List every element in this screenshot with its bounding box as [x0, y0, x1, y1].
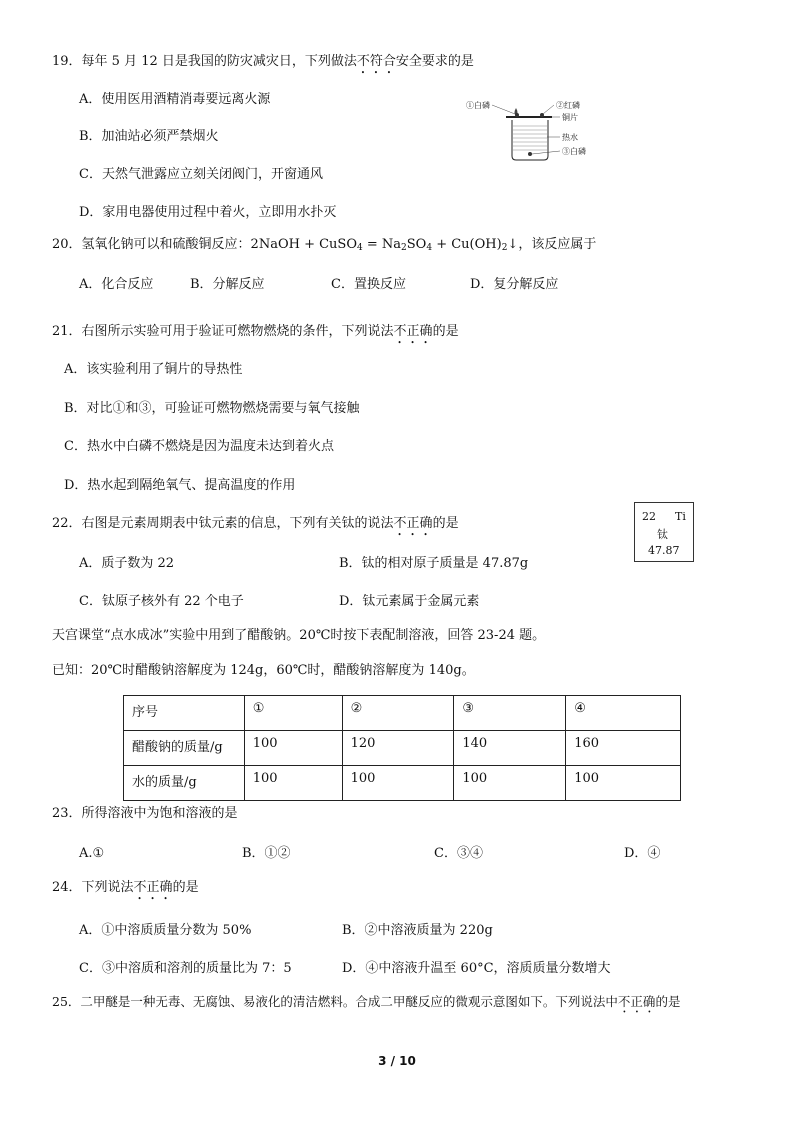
q20-formula-part: SO — [406, 237, 427, 252]
q23-option-b: B．①② — [242, 846, 291, 861]
table-cell: ① — [244, 696, 342, 731]
q22-option-a: A．质子数为 22 — [79, 556, 175, 571]
q22-stem-text: 22．右图是元素周期表中钛元素的信息，下列有关钛的说法 — [52, 516, 394, 531]
table-cell: 160 — [566, 731, 681, 766]
q20-stem-end: ↓，该反应属于 — [507, 237, 597, 252]
q20-option-b: B．分解反应 — [190, 277, 265, 292]
atomic-number: 22 — [642, 510, 656, 523]
q21-option-d: D．热水起到隔绝氧气、提高温度的作用 — [64, 478, 296, 493]
table-cell: 100 — [454, 766, 566, 801]
page-number: 3 / 10 — [378, 1054, 416, 1068]
q24-option-a: A．①中溶质质量分数为 50% — [79, 923, 252, 938]
q19-stem-text: 19．每年 5 月 12 日是我国的防灾减灾日，下列做法 — [52, 54, 357, 69]
table-cell: 140 — [454, 731, 566, 766]
q20-stem — [52, 236, 596, 254]
table-row — [124, 731, 681, 766]
q21-option-c: C．热水中白磷不燃烧是因为温度未达到着火点 — [64, 439, 334, 454]
q21-option-b: B．对比①和③，可验证可燃物燃烧需要与氧气接触 — [64, 401, 360, 416]
q19-emphasis: 不符合 — [356, 54, 396, 69]
q20-stem-text: 20．氢氧化钠可以和硫酸铜反应：2NaOH + CuSO — [52, 237, 357, 252]
q20-sub: 2 — [401, 243, 407, 253]
label-white-phosphorus-3: ③白磷 — [562, 147, 586, 156]
q20-sub: 4 — [356, 243, 363, 253]
q21-option-a: A．该实验利用了铜片的导热性 — [64, 362, 243, 377]
q20-option-a: A．化合反应 — [79, 277, 154, 292]
q22-stem-end: 的是 — [432, 516, 459, 531]
q25-stem-end: 的是 — [655, 994, 681, 1009]
table-cell: 100 — [244, 766, 342, 801]
table-row — [124, 766, 681, 801]
q19-option-d: D．家用电器使用过程中着火，立即用水扑灭 — [79, 205, 337, 220]
q21-stem-end: 的是 — [432, 324, 459, 339]
atomic-mass: 47.87 — [648, 544, 680, 557]
q23-stem: 23．所得溶液中为饱和溶液的是 — [52, 806, 238, 821]
table-cell: 100 — [342, 766, 454, 801]
q22-stem — [52, 515, 459, 539]
table-cell: 120 — [342, 731, 454, 766]
q25-stem-text: 25．二甲醚是一种无毒、无腐蚀、易液化的清洁燃料。合成二甲醚反应的微观示意图如下。下列说法中 — [52, 994, 618, 1009]
q20-option-d: D．复分解反应 — [470, 277, 559, 292]
table-cell: ② — [342, 696, 454, 731]
label-hot-water: 热水 — [562, 133, 578, 142]
q24-option-c: C．③中溶质和溶剂的质量比为 7：5 — [79, 961, 292, 976]
q23-option-c: C．③④ — [434, 846, 483, 861]
q22-option-c: C．钛原子核外有 22 个电子 — [79, 594, 244, 609]
q25-emphasis: 不正确 — [617, 994, 656, 1009]
q23-option-d: D．④ — [624, 846, 661, 861]
table-row — [124, 696, 681, 731]
q24-stem-end: 的是 — [172, 880, 199, 895]
q24-option-b: B．②中溶液质量为 220g — [342, 923, 493, 938]
q20-option-c: C．置换反应 — [331, 277, 406, 292]
q19-stem-end: 安全要求的是 — [395, 54, 474, 69]
q21-emphasis: 不正确 — [393, 324, 433, 339]
element-info-box — [634, 502, 694, 562]
table-cell: 水的质量/g — [124, 766, 245, 801]
q24-stem-text: 24．下列说法 — [52, 880, 134, 895]
q24-option-d: D．④中溶液升温至 60°C，溶质质量分数增大 — [342, 961, 611, 976]
intro-line-2: 已知：20℃时醋酸钠溶解度为 124g，60℃时，醋酸钠溶解度为 140g。 — [52, 663, 475, 678]
intro-line-1: 天宫课堂“点水成冰”实验中用到了醋酸钠。20℃时按下表配制溶液，回答 23-24 题。 — [52, 628, 546, 643]
q21-stem — [52, 323, 459, 347]
water-lines — [513, 126, 547, 150]
q19-stem — [52, 53, 474, 77]
q24-emphasis: 不正确 — [133, 880, 173, 895]
q22-option-d: D．钛元素属于金属元素 — [339, 594, 480, 609]
leader-lines — [492, 105, 560, 154]
q20-sub: 2 — [501, 243, 508, 253]
q22-option-b: B．钛的相对原子质量是 47.87g — [339, 556, 529, 571]
table-cell: 序号 — [124, 696, 245, 731]
combustion-experiment-figure — [462, 96, 622, 168]
label-red-phosphorus: ②红磷 — [556, 101, 580, 110]
label-copper-sheet: 铜片 — [562, 113, 578, 122]
phosphorus-dot-1 — [515, 113, 519, 117]
table-cell: ④ — [566, 696, 681, 731]
q24-stem — [52, 879, 199, 903]
table-cell: 100 — [566, 766, 681, 801]
q19-option-b: B．加油站必须严禁烟火 — [79, 129, 219, 144]
q19-option-c: C．天然气泄露应立刻关闭阀门，开窗通风 — [79, 167, 323, 182]
q25-stem — [52, 993, 680, 1016]
label-white-phosphorus-1: ①白磷 — [466, 101, 490, 110]
q20-formula-part: + Cu(OH) — [432, 237, 502, 252]
solution-table — [123, 695, 681, 801]
q22-emphasis: 不正确 — [393, 516, 433, 531]
element-symbol: Ti — [675, 510, 686, 523]
table-cell: 100 — [244, 731, 342, 766]
phosphorus-dot-3 — [528, 152, 532, 156]
q20-sub: 4 — [426, 243, 433, 253]
element-name: 钛 — [657, 528, 668, 541]
q20-formula-part: = Na — [362, 237, 402, 252]
table-cell: 醋酸钠的质量/g — [124, 731, 245, 766]
q23-option-a: A.① — [79, 846, 105, 861]
table-cell: ③ — [454, 696, 566, 731]
q19-option-a: A．使用医用酒精消毒要远离火源 — [79, 92, 271, 107]
q21-stem-text: 21．右图所示实验可用于验证可燃物燃烧的条件，下列说法 — [52, 324, 394, 339]
